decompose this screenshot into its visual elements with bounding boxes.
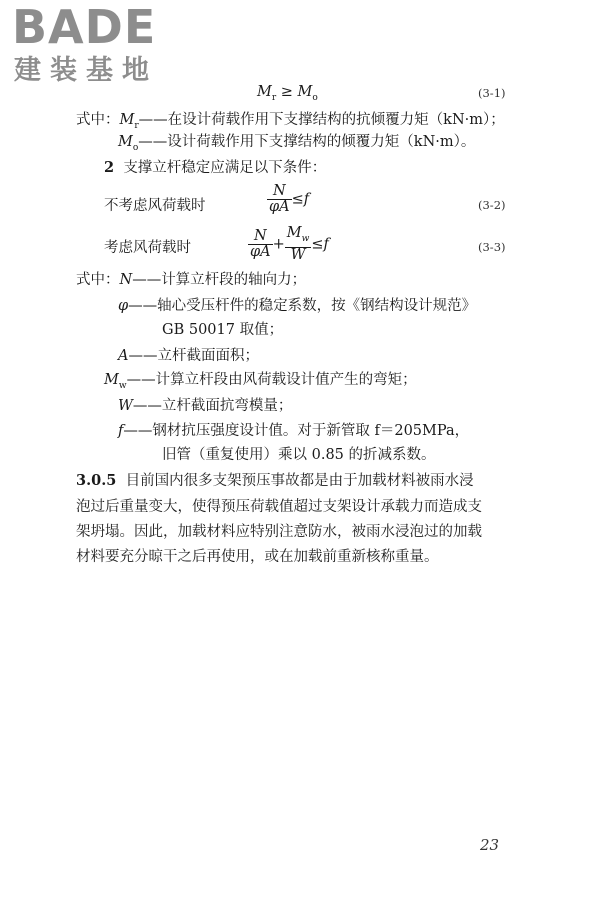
eq1-rhs: M xyxy=(297,84,313,100)
where-f xyxy=(118,421,469,441)
eq1-op: ≥ xyxy=(280,84,293,100)
equation-3-3 xyxy=(248,226,329,263)
where-a-symbol: A xyxy=(118,348,129,364)
def1-text: ——在设计荷载作用下支撑结构的抗倾覆力矩（kN·m）； xyxy=(138,112,505,128)
where-f-symbol: f xyxy=(118,423,124,439)
eq1-lhs: M xyxy=(257,84,272,100)
eq3-numerator-1: N xyxy=(248,229,273,245)
item2-number: 2 xyxy=(104,159,115,176)
def1-prefix: 式中： xyxy=(76,112,120,128)
where-mw-sub: w xyxy=(118,380,127,391)
where-n-text: ——计算立杆段的轴向力； xyxy=(132,272,307,288)
logo-brand: BADE xyxy=(12,0,157,54)
where-w-text: ——立杆截面抗弯模量； xyxy=(132,398,293,414)
eq2-relation: ≤ xyxy=(291,191,304,208)
page-number: 23 xyxy=(480,836,500,854)
where-phi xyxy=(118,296,476,316)
clause-text-1: 目前国内很多支架预压事故都是由于加载材料被雨水浸 xyxy=(125,473,474,489)
clause-text-2: 泡过后重量变大，使得预压荷载值超过支架设计承载力而造成支 xyxy=(76,499,482,515)
eq2-numerator: N xyxy=(267,184,292,200)
where-f-cont: 旧管（重复使用）乘以 0.85 的折减系数。 xyxy=(162,447,436,463)
eq2-denominator: φA xyxy=(269,199,290,215)
equation-3-2 xyxy=(267,184,309,215)
eq3-relation: ≤ xyxy=(311,236,324,253)
where-a xyxy=(118,346,259,366)
logo-subtitle: 建装基地 xyxy=(14,55,158,86)
eq3-fraction-1 xyxy=(248,229,273,260)
where-phi-cont: GB 50017 取值； xyxy=(162,322,284,338)
item2-text: 支撑立杆稳定应满足以下条件： xyxy=(123,160,327,176)
where-n-symbol: N xyxy=(119,272,133,288)
equation-3-1 xyxy=(257,82,318,108)
def1-sub: r xyxy=(134,120,139,131)
eq2-label: 不考虑风荷载时 xyxy=(104,198,206,214)
def1-symbol: M xyxy=(119,112,135,128)
clause-text-4: 材料要充分晾干之后再使用，或在加载前重新核称重量。 xyxy=(76,549,439,565)
where-n xyxy=(76,270,306,290)
clause-text-3: 架坍塌。因此，加载材料应特别注意防水，被雨水浸泡过的加载 xyxy=(76,524,482,540)
eq1-rhs-sub: o xyxy=(312,92,318,103)
where-phi-symbol: φ xyxy=(118,298,129,314)
def2-symbol: M xyxy=(118,134,133,150)
where-prefix: 式中： xyxy=(76,272,120,288)
def2-text: ——设计荷载作用下支撑结构的倾覆力矩（kN·m）。 xyxy=(138,134,476,150)
eq3-denominator-1: φA xyxy=(250,243,271,260)
eq3-number: (3-3) xyxy=(478,240,506,254)
where-f-text: ——钢材抗压强度设计值。对于新管取 f＝205MPa， xyxy=(123,423,470,439)
eq3-label: 考虑风荷载时 xyxy=(104,240,191,256)
eq3-numerator-2-sub: w xyxy=(301,233,310,244)
where-mw xyxy=(104,370,417,396)
clause-3-0-5-line-1 xyxy=(76,471,474,491)
eq3-numerator-2: M xyxy=(286,225,302,241)
eq2-fraction xyxy=(267,184,292,215)
eq3-rhs: f xyxy=(323,236,329,253)
where-w-symbol: W xyxy=(118,398,133,414)
where-a-text: ——立杆截面面积； xyxy=(128,348,259,364)
where-mw-text: ——计算立杆段由风荷载设计值产生的弯矩； xyxy=(126,372,417,388)
clause-number: 3.0.5 xyxy=(76,472,117,489)
eq3-fraction-2 xyxy=(285,226,312,263)
where-w xyxy=(118,396,292,416)
def2-sub: o xyxy=(132,142,139,153)
where-mw-symbol: M xyxy=(104,372,119,388)
eq3-denominator-2: W xyxy=(290,246,306,263)
eq2-number: (3-2) xyxy=(478,198,506,212)
eq1-number: (3-1) xyxy=(478,86,506,100)
eq3-plus: + xyxy=(272,236,285,253)
eq1-lhs-sub: r xyxy=(271,92,277,103)
definition-mo xyxy=(118,132,475,158)
item-2 xyxy=(104,158,326,178)
where-phi-text: ——轴心受压杆件的稳定系数，按《钢结构设计规范》 xyxy=(128,298,477,314)
eq2-rhs: f xyxy=(303,191,310,208)
